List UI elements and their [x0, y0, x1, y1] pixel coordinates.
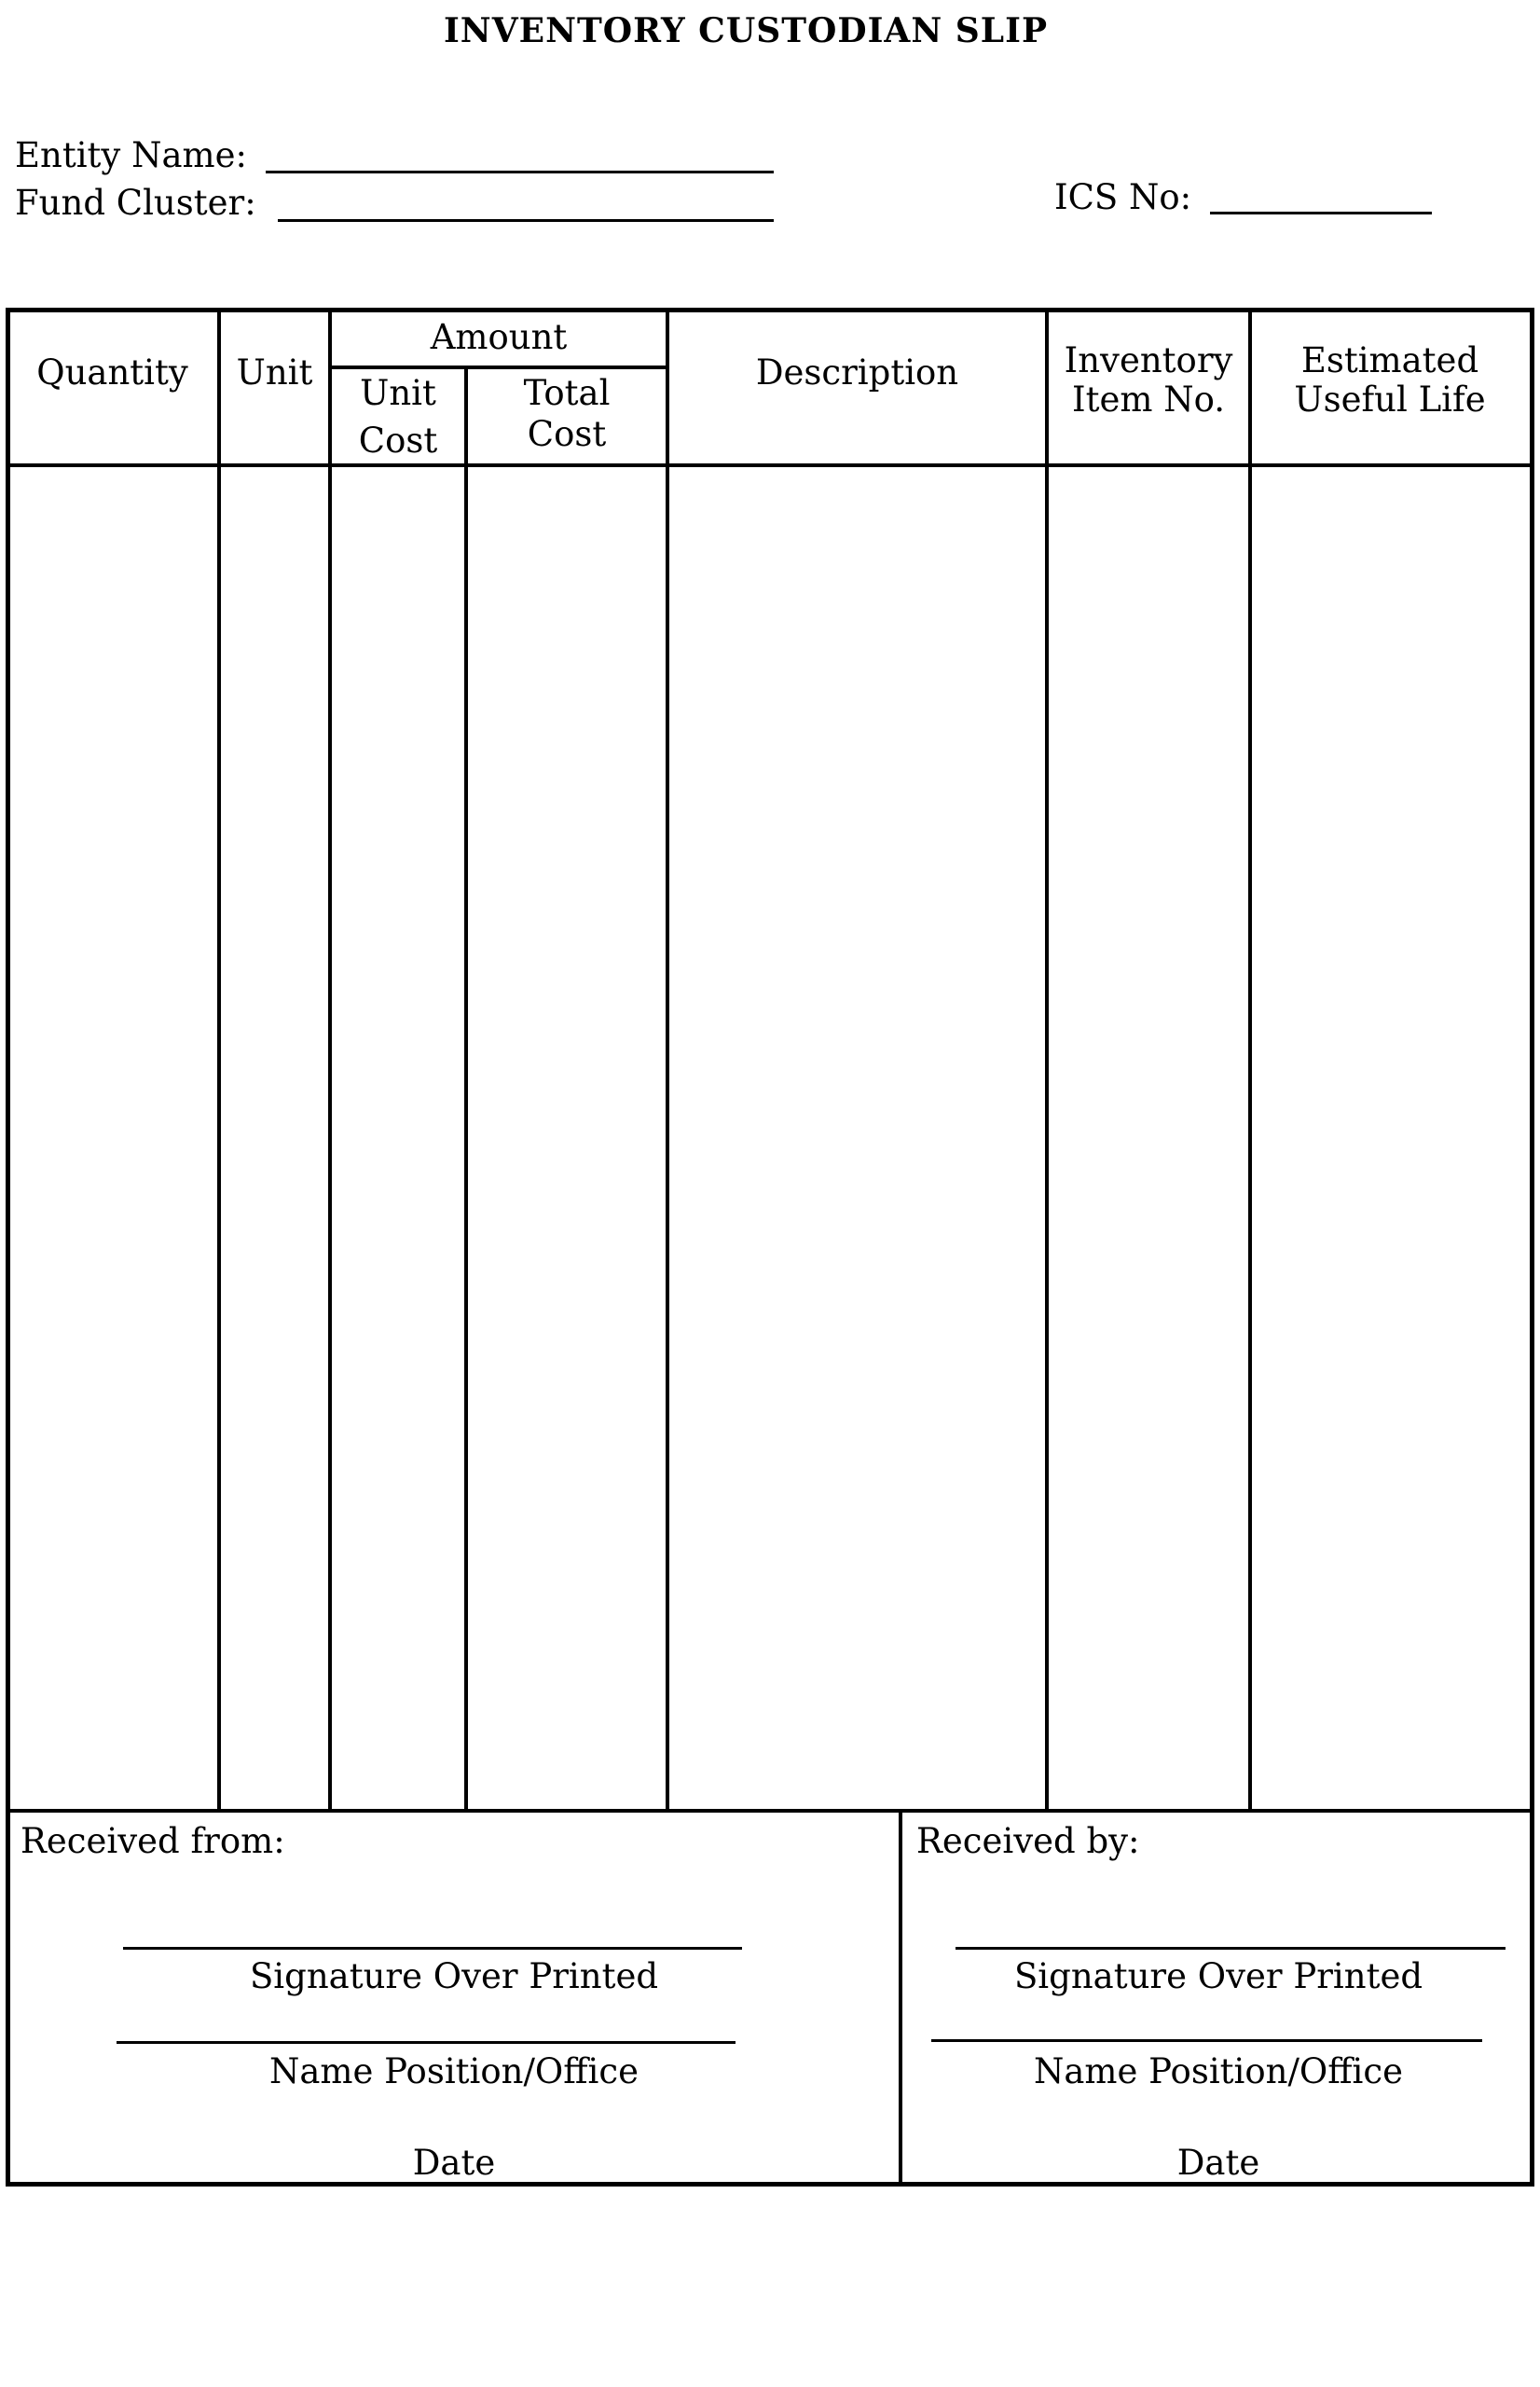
- received-from-signature-line[interactable]: [123, 1947, 742, 1950]
- received-by-signature-line[interactable]: [956, 1947, 1506, 1950]
- col-divider-inventory-life: [1248, 308, 1252, 1811]
- col-header-unit-cost: [330, 373, 466, 462]
- unit-cost-line2: Cost: [358, 421, 438, 461]
- received-by-name-caption: Name Position/Office: [1033, 2051, 1403, 2091]
- items-table: [6, 308, 1534, 2187]
- received-from-name-line[interactable]: [117, 2041, 736, 2044]
- page-title: INVENTORY CUSTODIAN SLIP: [443, 11, 1049, 50]
- received-by-name-line[interactable]: [931, 2039, 1482, 2042]
- inventory-line1: Inventory: [1064, 340, 1233, 380]
- col-header-estimated-useful-life: [1250, 341, 1530, 420]
- total-cost-line2: Cost: [527, 414, 607, 454]
- useful-life-line2: Useful Life: [1294, 379, 1486, 420]
- entity-name-field[interactable]: [266, 171, 774, 173]
- col-header-unit: Unit: [236, 352, 313, 393]
- received-from-signature-caption: Signature Over Printed: [249, 1956, 659, 1996]
- ics-no-field[interactable]: [1210, 212, 1432, 214]
- entity-name-label: Entity Name:: [15, 135, 247, 175]
- body-footer-divider: [6, 1809, 1534, 1813]
- col-header-total-cost: [466, 373, 667, 455]
- received-by-signature-caption: Signature Over Printed: [1013, 1956, 1423, 1996]
- col-divider-amount-description: [666, 308, 669, 1811]
- useful-life-line1: Estimated: [1300, 340, 1479, 380]
- inventory-line2: Item No.: [1072, 379, 1225, 420]
- unit-cost-line1: Unit: [360, 373, 436, 413]
- received-from-name-caption: Name Position/Office: [268, 2051, 639, 2091]
- amount-divider: [329, 366, 668, 369]
- col-divider-description-inventory: [1045, 308, 1049, 1811]
- fund-cluster-label: Fund Cluster:: [15, 183, 256, 223]
- footer-split-line: [899, 1809, 902, 2184]
- received-from-label: Received from:: [21, 1821, 285, 1861]
- col-header-inventory-item-no: [1047, 341, 1250, 420]
- col-divider-quantity-unit: [217, 308, 221, 1811]
- col-header-quantity: Quantity: [36, 352, 188, 393]
- col-divider-unit-amount: [328, 308, 332, 1811]
- header-divider: [6, 463, 1534, 467]
- received-by-label: Received by:: [916, 1821, 1140, 1861]
- received-by-date-caption: Date: [1176, 2143, 1260, 2183]
- col-header-description: Description: [755, 352, 959, 393]
- ics-no-label: ICS No:: [1054, 177, 1192, 217]
- total-cost-line1: Total: [523, 373, 611, 413]
- received-from-date-caption: Date: [412, 2143, 496, 2183]
- col-header-amount: Amount: [430, 317, 568, 357]
- col-divider-unitcost-totalcost: [464, 367, 468, 1811]
- fund-cluster-field[interactable]: [278, 219, 774, 222]
